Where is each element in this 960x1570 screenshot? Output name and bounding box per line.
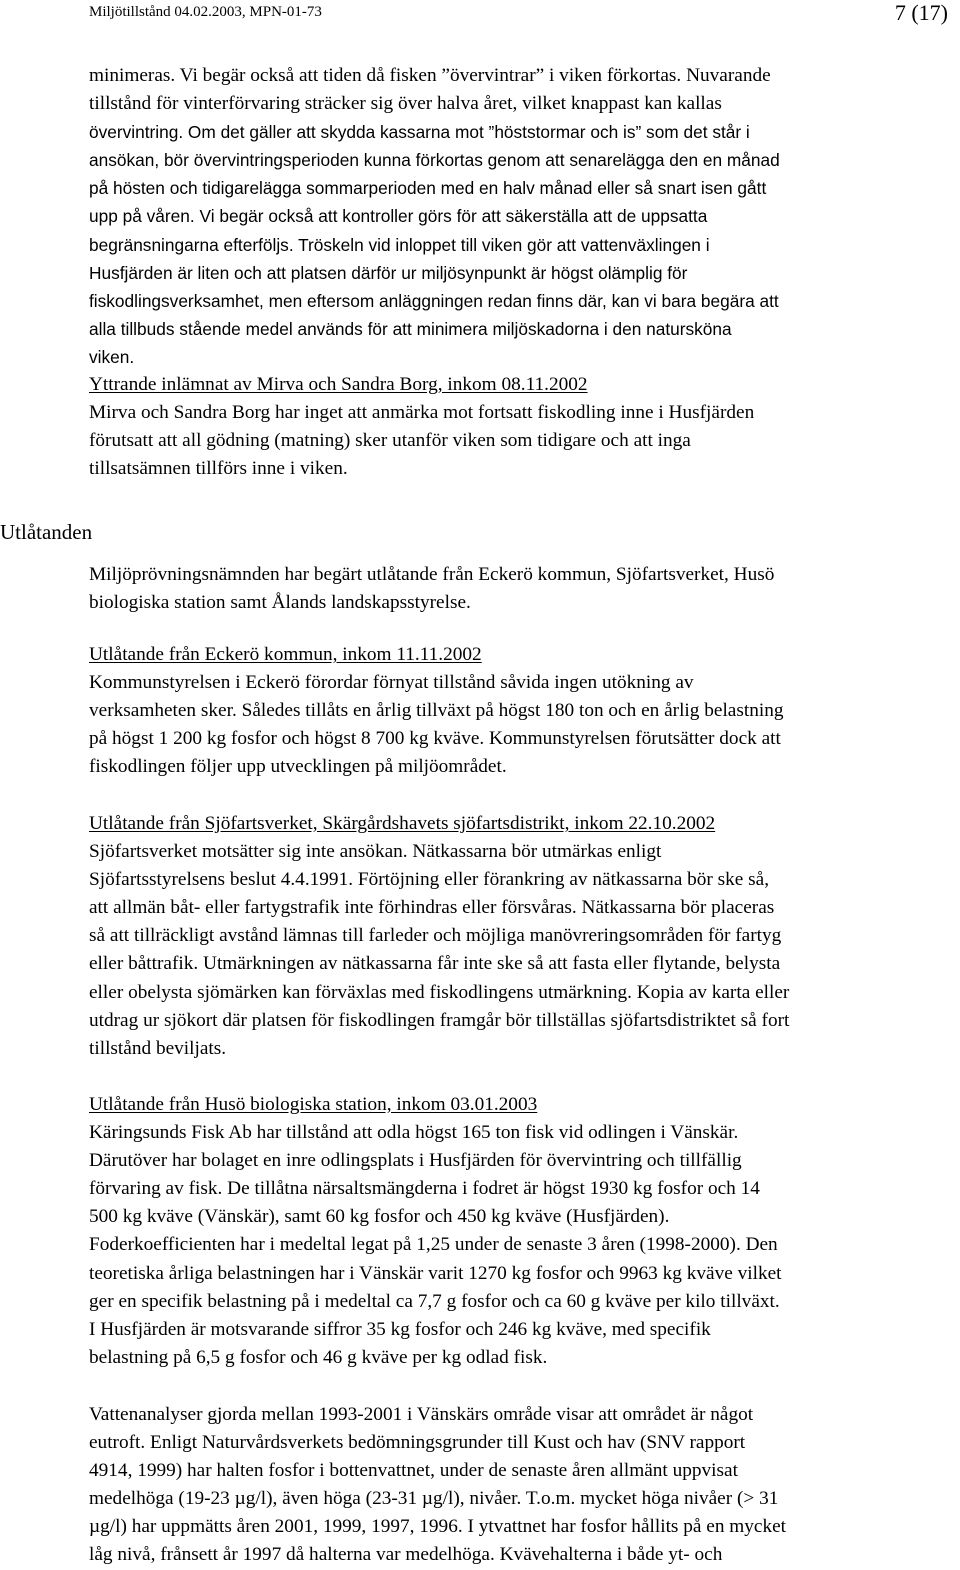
text-line: låg nivå, frånsett år 1997 då halterna var medelhöga. Kvävehalterna i både yt- och [89, 1544, 723, 1566]
text-line: ansökan, bör övervintringsperioden kunna förkortas genom att senarelägga den en månad [89, 150, 780, 171]
text-line: belastning på 6,5 g fosfor och 46 g kväve per kg odlad fisk. [89, 1346, 548, 1368]
paragraph-continuation [89, 62, 951, 371]
text-line: på högst 1 200 kg fosfor och högst 8 700 kg kväve. Kommunstyrelsen förutsätter dock att [89, 728, 781, 750]
document-reference: Miljötillstånd 04.02.2003, MPN-01-73 [89, 4, 322, 20]
text-line: verksamheten sker. Således tillåts en årlig tillväxt på högst 180 ton och en årlig belastning [89, 700, 784, 722]
text-line: övervintring. Om det gäller att skydda kassarna mot ”höststormar och is” som det står i [89, 122, 750, 143]
text-line: eller obelysta sjömärken kan förväxlas med fiskodlingens utmärkning. Kopia av karta eller [89, 981, 790, 1003]
text-line: Sjöfartsverket motsätter sig inte ansökan. Nätkassarna bör utmärkas enligt [89, 841, 662, 863]
water-analysis-paragraph [89, 1401, 951, 1570]
text-line: tillstånd för vinterförvaring sträcker sig över halva året, vilket knappast kan kallas [89, 93, 722, 115]
text-line: tillstånd beviljats. [89, 1037, 227, 1059]
borg-statement-section [89, 371, 951, 483]
text-line: Sjöfartsstyrelsens beslut 4.4.1991. Förtöjning eller förankring av nätkassarna bör ske så, [89, 869, 770, 891]
text-line: Miljöprövningsnämnden har begärt utlåtande från Eckerö kommun, Sjöfartsverket, Husö [89, 564, 775, 585]
huso-statement-section [89, 1091, 951, 1372]
page-header [0, 0, 960, 28]
text-line: teoretiska årliga belastningen har i Vänskär varit 1270 kg fosfor och 9963 kg kväve vilket [89, 1262, 782, 1284]
text-line: upp på våren. Vi begär också att kontroller görs för att säkerställa att de uppsatta [89, 206, 708, 227]
text-line: begränsningarna efterföljs. Tröskeln vid inloppet till viken gör att vattenväxlingen i [89, 234, 710, 255]
section-heading: Yttrande inlämnat av Mirva och Sandra Borg, inkom 08.11.2002 [89, 374, 588, 395]
section-heading: Utlåtande från Sjöfartsverket, Skärgårdshavets sjöfartsdistrikt, inkom 22.10.2002 [89, 813, 716, 834]
statements-intro [89, 561, 951, 617]
text-line: på hösten och tidigarelägga sommarperioden med en halv månad eller så snart isen gått [89, 178, 767, 199]
text-line: att allmän båt- eller fartygstrafik inte förhindras eller försvåras. Nätkassarna bör placeras [89, 897, 775, 919]
text-line: eller båttrafik. Utmärkningen av nätkassarna får inte ske så att fasta eller flytande, belysta [89, 953, 781, 975]
text-line: så att tillräckligt avstånd lämnas till farleder och möjliga manövreringsområden för fartyg [89, 925, 782, 947]
text-line: utdrag ur sjökort där platsen för fiskodlingen framgår bör tillställas sjöfartsdistriktet så fort [89, 1009, 790, 1031]
text-line: biologiska station samt Ålands landskapsstyrelse. [89, 592, 471, 614]
text-line: µg/l) har uppmätts åren 2001, 1999, 1997, 1996. I ytvattnet har fosfor hållits på en mycket [89, 1516, 787, 1538]
text-line: minimeras. Vi begär också att tiden då fisken ”övervintrar” i viken förkortas. Nuvarande [89, 65, 771, 86]
text-line: alla tillbuds stående medel används för att minimera miljöskadorna i den natursköna [89, 318, 732, 339]
text-line: Husfjärden är liten och att platsen därför ur miljösynpunkt är högst olämplig för [89, 262, 688, 283]
text-line: 4914, 1999) har halten fosfor i bottenvattnet, under de senaste åren allmänt uppvisat [89, 1460, 738, 1482]
text-line: viken. [89, 346, 135, 367]
text-line: Därutöver har bolaget en inre odlingsplats i Husfjärden för övervintring och tillfällig [89, 1150, 742, 1172]
text-line: I Husfjärden är motsvarande siffror 35 kg fosfor och 246 kg kväve, med specifik [89, 1318, 711, 1340]
page-number: 7 (17) [894, 0, 948, 25]
text-line: eutroft. Enligt Naturvårdsverkets bedömningsgrunder till Kust och hav (SNV rapport [89, 1432, 746, 1454]
text-line: tillsatsämnen tillförs inne i viken. [89, 458, 348, 480]
text-line: medelhöga (19-23 µg/l), även höga (23-31 µg/l), nivåer. T.o.m. mycket höga nivåer (> 31 [89, 1488, 779, 1510]
section-heading: Utlåtande från Husö biologiska station, inkom 03.01.2003 [89, 1094, 538, 1115]
text-line: Foderkoefficienten har i medeltal legat på 1,25 under de senaste 3 åren (1998-2000). Den [89, 1234, 778, 1256]
text-line: förutsatt att all gödning (matning) sker utanför viken som tidigare och att inga [89, 430, 691, 452]
eckero-statement-section [89, 641, 951, 781]
text-line: fiskodlingsverksamhet, men eftersom anläggningen redan finns där, kan vi bara begära att [89, 290, 779, 311]
text-line: ger en specifik belastning på i medeltal ca 7,7 g fosfor och ca 60 g kväve per kilo tillväxt. [89, 1290, 780, 1312]
sjofartsverket-statement-section [89, 810, 951, 1063]
text-line: 500 kg kväve (Vänskär), samt 60 kg fosfor och 450 kg kväve (Husfjärden). [89, 1206, 670, 1228]
text-line: Mirva och Sandra Borg har inget att anmärka mot fortsatt fiskodling inne i Husfjärden [89, 402, 755, 424]
text-line: fiskodlingen följer upp utvecklingen på miljöområdet. [89, 756, 507, 778]
text-line: Kommunstyrelsen i Eckerö förordar förnyat tillstånd såvida ingen utökning av [89, 672, 694, 694]
section-label-utlatanden: Utlåtanden [0, 520, 93, 544]
text-line: Vattenanalyser gjorda mellan 1993-2001 i Vänskärs område visar att området är något [89, 1404, 754, 1425]
section-heading: Utlåtande från Eckerö kommun, inkom 11.11.2002 [89, 644, 482, 665]
text-line: Käringsunds Fisk Ab har tillstånd att odla högst 165 ton fisk vid odlingen i Vänskär. [89, 1122, 739, 1144]
text-line: förvaring av fisk. De tillåtna närsaltsmängderna i fodret är högst 1930 kg fosfor och 14 [89, 1178, 760, 1200]
